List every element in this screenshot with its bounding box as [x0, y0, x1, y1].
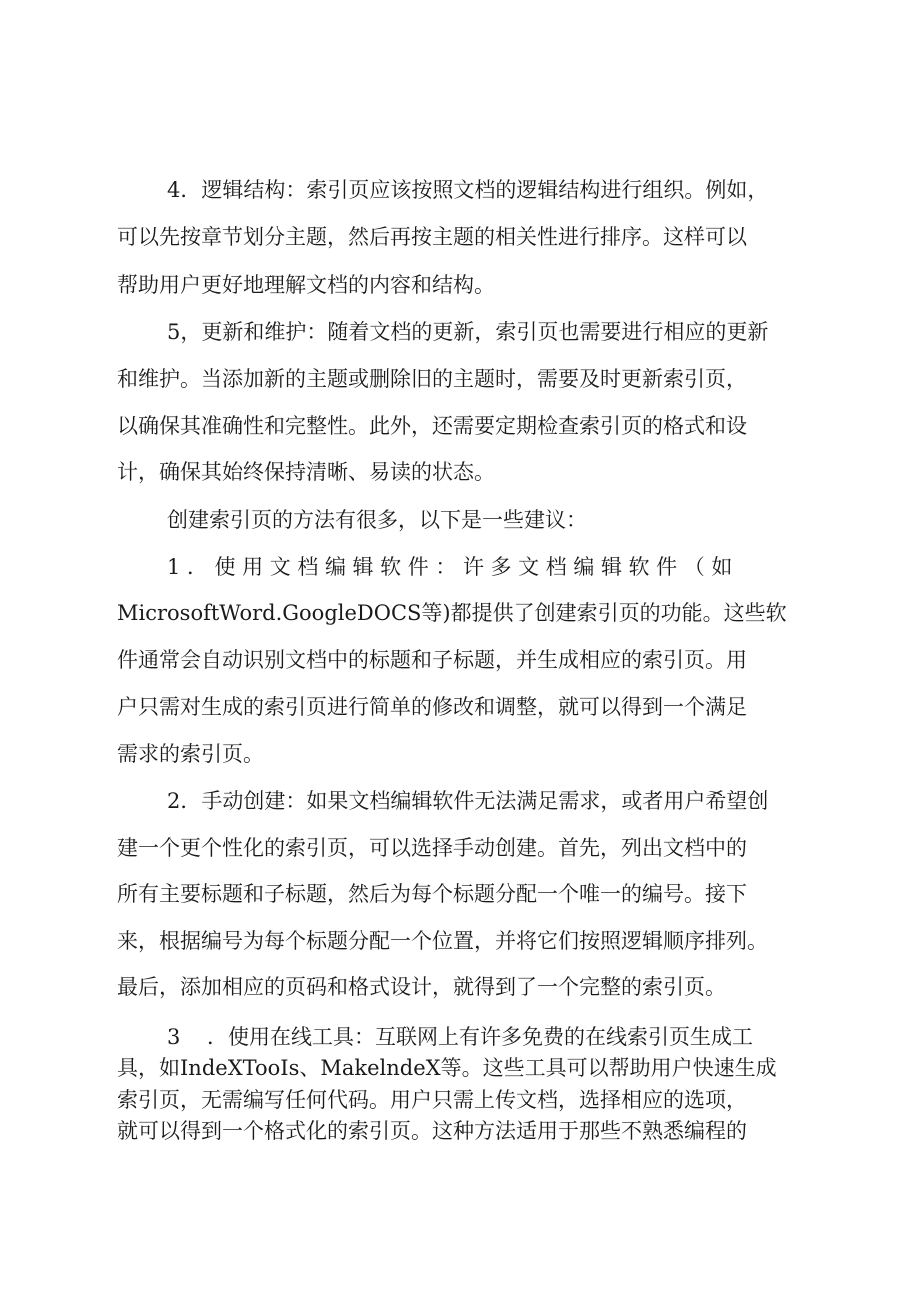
paragraph-4-line-1: 1．使用文档编辑软件：许多文档编辑软件（如	[167, 555, 739, 579]
paragraph-4-line-2: MicrosoftWord.GoogleDOCS等)都提供了创建索引页的功能。这些软	[117, 601, 787, 625]
paragraph-2-line-3: 以确保其准确性和完整性。此外，还需要定期检查索引页的格式和设	[117, 414, 747, 438]
paragraph-1-line-1: 4．逻辑结构：索引页应该按照文档的逻辑结构进行组织。例如，	[167, 178, 769, 202]
paragraph-5-line-4: 来，根据编号为每个标题分配一个位置，并将它们按照逻辑顺序排列。	[117, 929, 768, 953]
paragraph-6-line-4: 就可以得到一个格式化的索引页。这种方法适用于那些不熟悉编程的	[117, 1119, 747, 1143]
paragraph-6-line-1: 3 ．使用在线工具：互联网上有许多免费的在线索引页生成工	[167, 1025, 754, 1049]
paragraph-6-line-2: 具，如IndeXTooIs、MakelndeX等。这些工具可以帮助用户快速生成	[117, 1056, 777, 1080]
paragraph-5-line-3: 所有主要标题和子标题，然后为每个标题分配一个唯一的编号。接下	[117, 882, 747, 906]
paragraph-4-line-4: 户只需对生成的索引页进行简单的修改和调整，就可以得到一个满足	[117, 695, 747, 719]
paragraph-3-line-1: 创建索引页的方法有很多，以下是一些建议：	[167, 508, 587, 532]
paragraph-2-line-1: 5，更新和维护：随着文档的更新，索引页也需要进行相应的更新	[167, 320, 769, 344]
paragraph-1-line-3: 帮助用户更好地理解文档的内容和结构。	[117, 273, 495, 297]
paragraph-1-line-2: 可以先按章节划分主题，然后再按主题的相关性进行排序。这样可以	[117, 225, 747, 249]
paragraph-4-line-5: 需求的索引页。	[117, 742, 264, 766]
paragraph-2-line-2: 和维护。当添加新的主题或删除旧的主题时，需要及时更新索引页，	[117, 367, 747, 391]
paragraph-6-line-3: 索引页，无需编写任何代码。用户只需上传文档，选择相应的选项，	[117, 1088, 747, 1112]
paragraph-2-line-4: 计，确保其始终保持清晰、易读的状态。	[117, 460, 495, 484]
paragraph-5-line-5: 最后，添加相应的页码和格式设计，就得到了一个完整的索引页。	[117, 975, 726, 999]
paragraph-4-line-3: 件通常会自动识别文档中的标题和子标题，并生成相应的索引页。用	[117, 648, 747, 672]
paragraph-5-line-1: 2．手动创建：如果文档编辑软件无法满足需求，或者用户希望创	[167, 789, 769, 813]
paragraph-5-line-2: 建一个更个性化的索引页，可以选择手动创建。首先，列出文档中的	[117, 836, 747, 860]
